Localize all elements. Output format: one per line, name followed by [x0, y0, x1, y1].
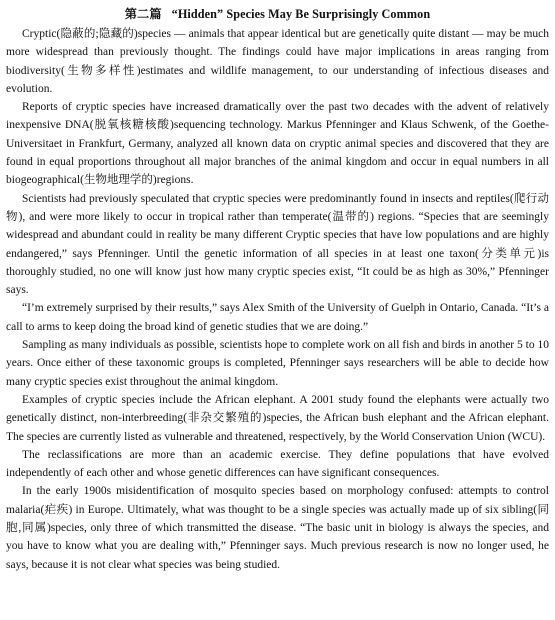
paragraph-2: Reports of cryptic species have increased dramatically over the past two decades with the advent of relatively inexpensive DNA(脱氧核糖核酸)sequencing technology. Markus Pfenninger and Klaus Schwenk, of the Goethe-Universitaet in Frankfurt, Germany, analyzed all known data on cryptic animal species and discovered that they are found in equal proportions throughout all major branches of the animal kingdom and occur in equal numbers in all biogeographical(生物地理学的)regions. — [6, 101, 549, 187]
paragraph-4: “I’m extremely surprised by their results,” says Alex Smith of the University of Guelph in Ontario, Canada. “It’s a call to arms to keep doing the broad kind of genetic studies that we are doing.” — [6, 302, 549, 333]
article-page — [6, 6, 549, 574]
section-label: 第二篇 — [124, 7, 162, 21]
paragraph-6: Examples of cryptic species include the African elephant. A 2001 study found the elephants were actually two genetically distinct, non-interbreeding(非杂交繁殖的)species, the African bush elephant and the African elephant. The species are currently listed as vulnerable and threatened, respectively, by the World Conservation Union (WCU). — [6, 393, 549, 443]
paragraph-5: Sampling as many individuals as possible, scientists hope to complete work on all fish and birds in another 5 to 10 years. Once either of these taxonomic groups is completed, Pfenninger says researchers will be able to decide how many cryptic species exist throughout the animal kingdom. — [6, 339, 549, 388]
paragraph-1: Cryptic(隐蔽的;隐藏的)species — animals that appear identical but are genetically quite distant — may be much more widespread than previously thought. The findings could have major implications in areas ranging from biodiversity(生物多样性)estimates and wildlife management, to our understanding of infectious diseases and evolution. — [6, 28, 549, 95]
paragraph-3: Scientists had previously speculated that cryptic species were predominantly found in insects and reptiles(爬行动物), and were more likely to occur in tropical rather than temperate(温带的) regions. “Species that are seemingly widespread and abundant could in reality be many different Cryptic species that have low populations and are highly endangered,” says Pfenninger. Until the genetic information of all species in at least one taxon(分类单元)is thoroughly studied, no one will know just how many cryptic species exist, “It could be as high as 30%,” Pfenninger says. — [6, 192, 549, 297]
paragraph-8: In the early 1900s misidentification of mosquito species based on morphology confused: attempts to control malaria(疟疾) in Europe. Ultimately, what was thought to be a single species was actually made up of six sibling(同胞,同属)species, only three of which transmitted the disease. “The basic unit in biology is always the species, and you have to know what you are dealing with,” Pfenninger says. Much previous research is now no longer used, he says, because it is not clear what species was being studied. — [6, 485, 549, 571]
article-title — [6, 6, 549, 22]
paragraph-7: The reclassifications are more than an academic exercise. They define populations that have evolved independently of each other and whose genetic differences can have significant consequences. — [6, 448, 549, 480]
title-text: “Hidden” Species May Be Surprisingly Common — [171, 7, 431, 21]
